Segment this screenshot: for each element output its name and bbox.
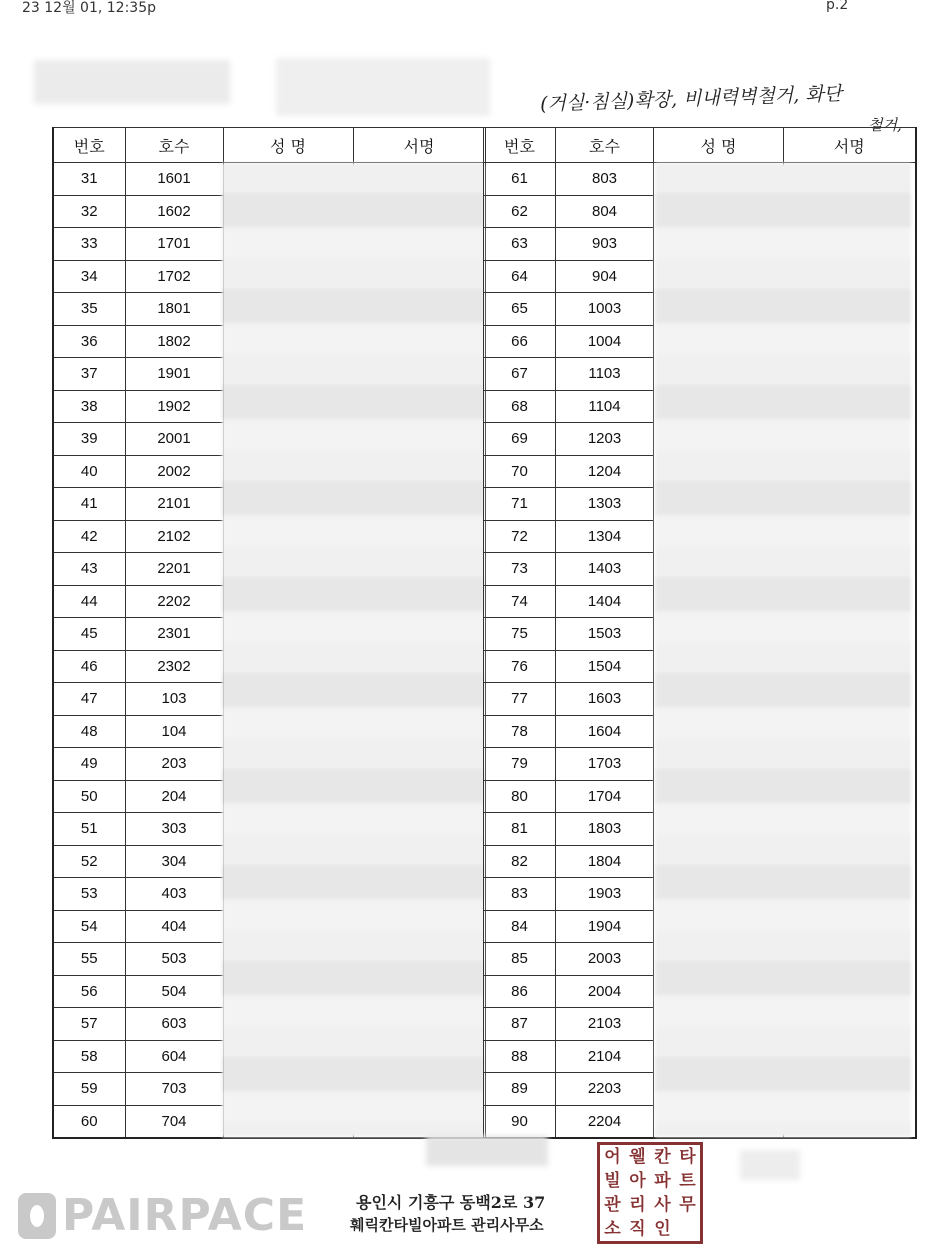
row-unit: 1303 — [556, 488, 654, 521]
row-unit: 304 — [125, 845, 223, 878]
row-unit: 1702 — [125, 260, 223, 293]
watermark-text: PAIRPACE — [62, 1190, 308, 1241]
row-number: 56 — [53, 975, 125, 1008]
fax-timestamp: 23 12월 01, 12:35p — [22, 0, 157, 16]
row-number: 66 — [484, 325, 556, 358]
row-unit: 2104 — [556, 1040, 654, 1073]
row-unit: 1203 — [556, 423, 654, 456]
row-unit: 1603 — [556, 683, 654, 716]
row-unit: 1404 — [556, 585, 654, 618]
row-unit: 804 — [556, 195, 654, 228]
row-unit: 103 — [125, 683, 223, 716]
row-number: 82 — [484, 845, 556, 878]
resident-table-right — [483, 127, 915, 1139]
row-number: 45 — [53, 618, 125, 651]
row-number: 55 — [53, 943, 125, 976]
row-number: 77 — [484, 683, 556, 716]
row-unit: 1901 — [125, 358, 223, 391]
row-number: 44 — [53, 585, 125, 618]
seal-glyph: 어 — [604, 1147, 621, 1167]
row-number: 81 — [484, 813, 556, 846]
seal-glyph: 무 — [679, 1195, 696, 1215]
row-unit: 1403 — [556, 553, 654, 586]
row-number: 36 — [53, 325, 125, 358]
row-number: 32 — [53, 195, 125, 228]
seal-glyph: 아 — [629, 1171, 646, 1191]
col-header-unit: 호수 — [125, 128, 223, 163]
row-unit: 404 — [125, 910, 223, 943]
row-number: 89 — [484, 1073, 556, 1106]
row-number: 88 — [484, 1040, 556, 1073]
row-unit: 803 — [556, 163, 654, 196]
row-number: 65 — [484, 293, 556, 326]
seal-glyph: 칸 — [654, 1147, 671, 1167]
row-unit: 604 — [125, 1040, 223, 1073]
row-unit: 1103 — [556, 358, 654, 391]
table-header-row — [53, 128, 485, 163]
row-number: 76 — [484, 650, 556, 683]
row-unit: 2103 — [556, 1008, 654, 1041]
row-number: 80 — [484, 780, 556, 813]
row-unit: 1003 — [556, 293, 654, 326]
seal-glyph: 트 — [679, 1171, 696, 1191]
row-unit: 2301 — [125, 618, 223, 651]
table-header-row — [484, 128, 916, 163]
seal-glyph: 웰 — [629, 1147, 646, 1167]
row-number: 74 — [484, 585, 556, 618]
row-number: 58 — [53, 1040, 125, 1073]
row-unit: 504 — [125, 975, 223, 1008]
row-number: 72 — [484, 520, 556, 553]
row-number: 73 — [484, 553, 556, 586]
col-header-number: 번호 — [484, 128, 556, 163]
row-unit: 1104 — [556, 390, 654, 423]
row-unit: 104 — [125, 715, 223, 748]
row-number: 57 — [53, 1008, 125, 1041]
row-number: 63 — [484, 228, 556, 261]
col-header-name: 성 명 — [654, 128, 784, 163]
col-header-number: 번호 — [53, 128, 125, 163]
seal-glyph: 인 — [654, 1219, 671, 1239]
row-unit: 2004 — [556, 975, 654, 1008]
redacted-names-signatures — [655, 163, 911, 1137]
row-unit: 1801 — [125, 293, 223, 326]
row-unit: 904 — [556, 260, 654, 293]
row-unit: 1803 — [556, 813, 654, 846]
row-number: 85 — [484, 943, 556, 976]
row-unit: 1904 — [556, 910, 654, 943]
row-number: 51 — [53, 813, 125, 846]
row-unit: 303 — [125, 813, 223, 846]
row-number: 67 — [484, 358, 556, 391]
row-number: 59 — [53, 1073, 125, 1106]
watermark — [18, 1190, 307, 1241]
row-number: 64 — [484, 260, 556, 293]
row-number: 33 — [53, 228, 125, 261]
row-number: 52 — [53, 845, 125, 878]
redacted-block — [276, 58, 490, 116]
row-unit: 1604 — [556, 715, 654, 748]
row-number: 41 — [53, 488, 125, 521]
row-number: 78 — [484, 715, 556, 748]
row-number: 47 — [53, 683, 125, 716]
row-unit: 704 — [125, 1105, 223, 1138]
row-unit: 1304 — [556, 520, 654, 553]
fax-page-number: p.2 — [826, 0, 849, 13]
row-number: 35 — [53, 293, 125, 326]
row-number: 37 — [53, 358, 125, 391]
row-unit: 903 — [556, 228, 654, 261]
row-unit: 2001 — [125, 423, 223, 456]
row-unit: 2204 — [556, 1105, 654, 1138]
row-number: 86 — [484, 975, 556, 1008]
row-number: 50 — [53, 780, 125, 813]
resident-table-left — [52, 127, 484, 1139]
row-unit: 1902 — [125, 390, 223, 423]
row-unit: 1903 — [556, 878, 654, 911]
row-number: 40 — [53, 455, 125, 488]
fax-header — [0, 0, 936, 20]
redacted-block — [34, 60, 230, 104]
redacted-block — [740, 1150, 800, 1180]
row-unit: 1504 — [556, 650, 654, 683]
row-number: 75 — [484, 618, 556, 651]
row-unit: 2102 — [125, 520, 223, 553]
handwritten-note: (거실·침실)확장, 비내력벽철거, 화단 — [539, 82, 843, 116]
row-number: 54 — [53, 910, 125, 943]
row-number: 61 — [484, 163, 556, 196]
row-number: 53 — [53, 878, 125, 911]
row-unit: 1704 — [556, 780, 654, 813]
seal-glyph: 파 — [654, 1171, 671, 1191]
row-unit: 2201 — [125, 553, 223, 586]
row-unit: 2101 — [125, 488, 223, 521]
col-header-signature: 서명 — [784, 128, 916, 163]
seal-glyph: 관 — [604, 1195, 621, 1215]
row-unit: 1701 — [125, 228, 223, 261]
row-number: 83 — [484, 878, 556, 911]
row-unit: 1204 — [556, 455, 654, 488]
office-address — [350, 1192, 546, 1236]
row-number: 69 — [484, 423, 556, 456]
row-number: 90 — [484, 1105, 556, 1138]
row-unit: 703 — [125, 1073, 223, 1106]
row-number: 49 — [53, 748, 125, 781]
col-header-signature: 서명 — [353, 128, 485, 163]
row-unit: 1804 — [556, 845, 654, 878]
row-unit: 1802 — [125, 325, 223, 358]
seal-glyph: 소 — [604, 1219, 621, 1239]
seal-glyph: 빌 — [604, 1171, 621, 1191]
row-unit: 1503 — [556, 618, 654, 651]
row-unit: 1602 — [125, 195, 223, 228]
row-unit: 2302 — [125, 650, 223, 683]
row-number: 38 — [53, 390, 125, 423]
row-unit: 2203 — [556, 1073, 654, 1106]
row-number: 70 — [484, 455, 556, 488]
row-number: 62 — [484, 195, 556, 228]
official-seal-stamp — [597, 1142, 703, 1244]
row-unit: 204 — [125, 780, 223, 813]
row-number: 43 — [53, 553, 125, 586]
row-unit: 603 — [125, 1008, 223, 1041]
row-number: 84 — [484, 910, 556, 943]
row-number: 34 — [53, 260, 125, 293]
row-unit: 203 — [125, 748, 223, 781]
row-number: 60 — [53, 1105, 125, 1138]
redacted-names-signatures — [222, 163, 484, 1137]
seal-glyph: 사 — [654, 1195, 671, 1215]
row-number: 31 — [53, 163, 125, 196]
pairpace-logo-icon — [18, 1193, 56, 1239]
row-number: 79 — [484, 748, 556, 781]
redacted-block — [426, 1136, 548, 1166]
row-number: 87 — [484, 1008, 556, 1041]
seal-glyph: 타 — [679, 1147, 696, 1167]
row-unit: 1703 — [556, 748, 654, 781]
row-unit: 1601 — [125, 163, 223, 196]
address-line-2: 훼릭칸타빌아파트 관리사무소 — [350, 1216, 544, 1234]
seal-glyph: 직 — [629, 1219, 646, 1239]
handwritten-note-continued: 철거, — [868, 116, 902, 134]
row-unit: 1004 — [556, 325, 654, 358]
row-number: 42 — [53, 520, 125, 553]
col-header-unit: 호수 — [556, 128, 654, 163]
row-unit: 403 — [125, 878, 223, 911]
address-line-1: 용인시 기흥구 동백2로 37 — [356, 1193, 546, 1212]
row-number: 39 — [53, 423, 125, 456]
row-number: 71 — [484, 488, 556, 521]
row-number: 46 — [53, 650, 125, 683]
row-unit: 503 — [125, 943, 223, 976]
col-header-name: 성 명 — [223, 128, 353, 163]
seal-glyph: 리 — [629, 1195, 646, 1215]
row-number: 48 — [53, 715, 125, 748]
row-unit: 2002 — [125, 455, 223, 488]
row-unit: 2003 — [556, 943, 654, 976]
row-unit: 2202 — [125, 585, 223, 618]
row-number: 68 — [484, 390, 556, 423]
